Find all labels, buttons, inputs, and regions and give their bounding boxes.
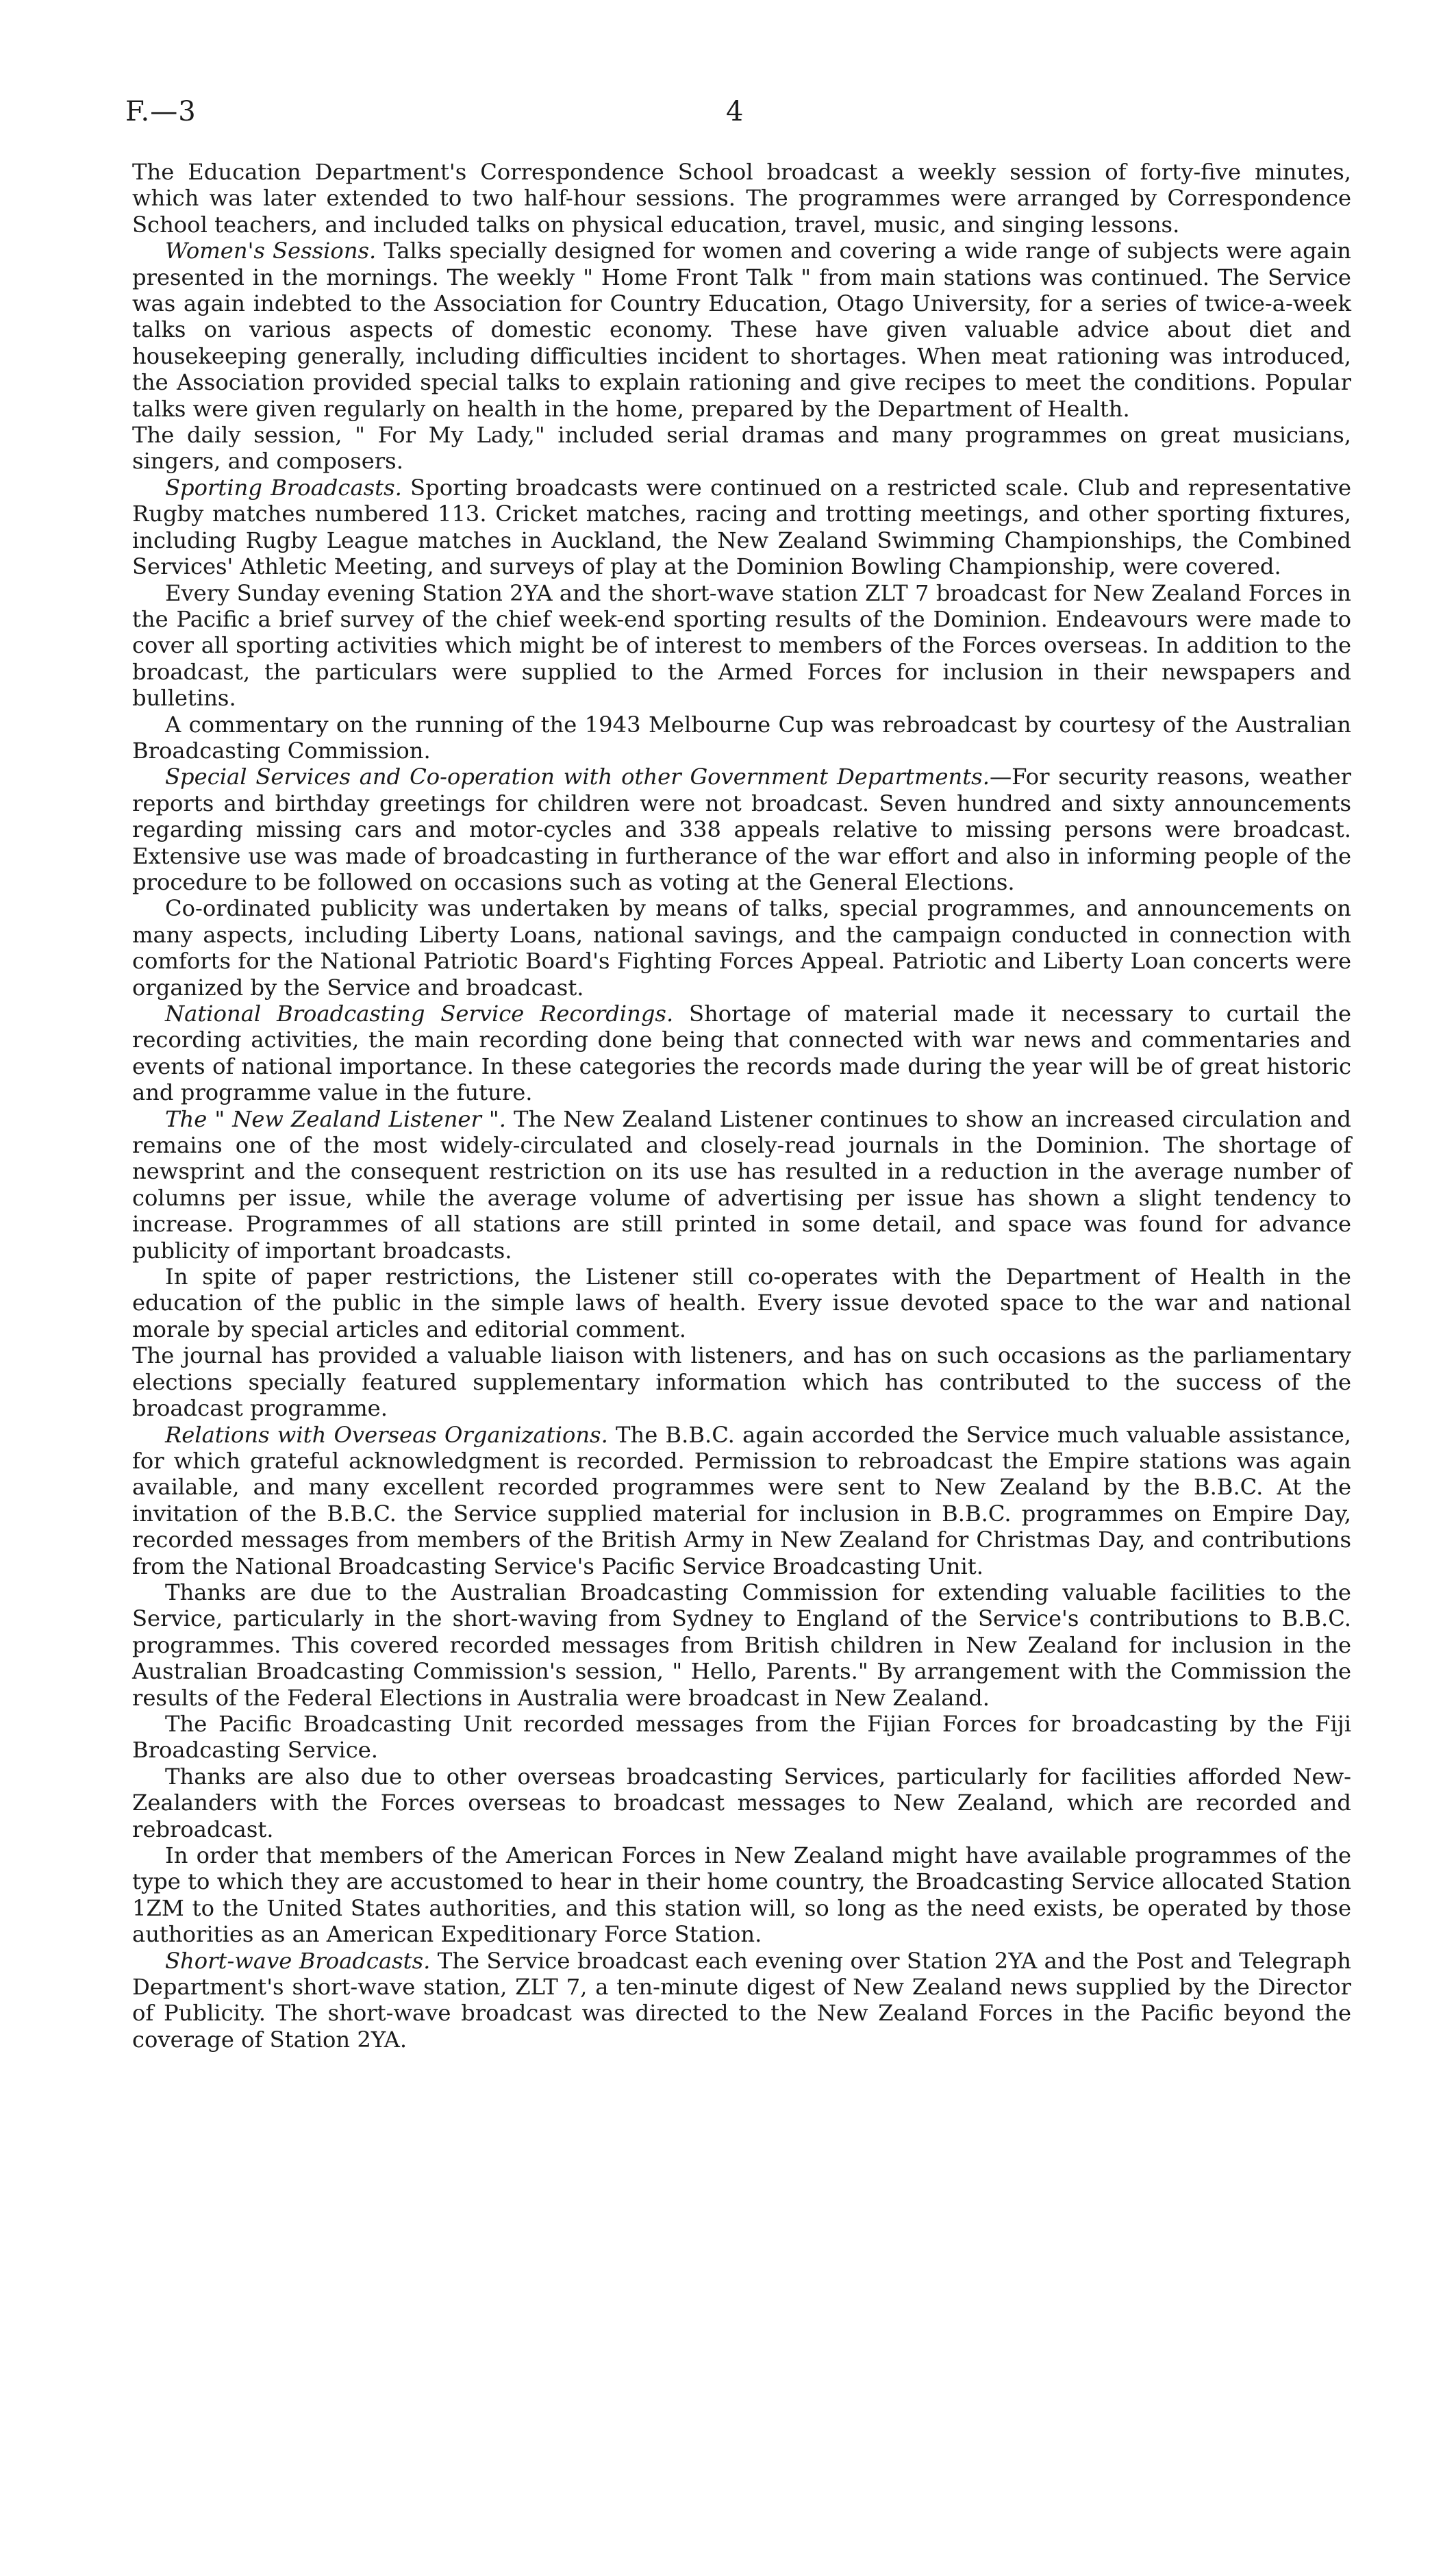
- paragraph-text: The journal has provided a valuable liaison with listeners, and has on such occasions as the parliamentary elections specially featured supplementary information which has contributed to the success of the broadcast programme.: [132, 1342, 1351, 1422]
- paragraph: [132, 712, 1351, 764]
- paragraph: [132, 1264, 1351, 1342]
- paragraph: [132, 1842, 1351, 1948]
- paragraph-text: Thanks are due to the Australian Broadcasting Commission for extending valuable facilities to the Service, particularly in the short-waving from Sydney to England of the Service's contributions to B.B.C. programmes. This covered recorded messages from British children in New Zealand for inclusion in the Australian Broadcasting Commission's session, " Hello, Parents." By arrangement with the Commission the results of the Federal Elections in Australia were broadcast in New Zealand.: [132, 1579, 1351, 1711]
- document-reference: F.—3: [125, 96, 197, 127]
- paragraph-text: —For security reasons, weather reports and birthday greetings for children were not broadcast. Seven hundred and sixty announcements regarding missing cars and motor-cycles and 338 appeals relative to missing persons were broadcast. Extensive use was made of broadcasting in furtherance of the war effort and also in informing people of the procedure to be followed on occasions such as voting at the General Elections.: [132, 764, 1351, 895]
- paragraph-text: The Pacific Broadcasting Unit recorded messages from the Fijian Forces for broadcasting by the Fiji Broadcasting Service.: [132, 1710, 1351, 1764]
- paragraph: [132, 1342, 1351, 1421]
- paragraph-text: Co-ordinated publicity was undertaken by means of talks, special programmes, and announcements on many aspects, including Liberty Loans, national savings, and the campaign conducted in connection with comforts for the National Patriotic Board's Fighting Forces Appeal. Patriotic and Liberty Loan concerts were organized by the Service and broadcast.: [132, 895, 1351, 1001]
- paragraph-text: Sporting broadcasts were continued on a restricted scale. Club and representative Rugby matches numbered 113. Cricket matches, racing and trotting meetings, and other sporting fixtures, including Rugby League matches in Auckland, the New Zealand Swimming Championships, the Combined Services' Athletic Meeting, and surveys of play at the Dominion Bowling Championship, were covered.: [132, 474, 1351, 580]
- paragraph-text: A commentary on the running of the 1943 Melbourne Cup was rebroadcast by courtesy of the Australian Broadcasting Commission.: [132, 711, 1351, 764]
- paragraph-text: Shortage of material made it necessary to curtail the recording activities, the main recording done being that connected with war news and commentaries and events of national importance. In these categories the records made during the year will be of great historic and programme value in the future.: [132, 1001, 1351, 1106]
- paragraph-text: Every Sunday evening Station 2YA and the short-wave station ZLT 7 broadcast for New Zealand Forces in the Pacific a brief survey of the chief week-end sporting results of the Dominion. Endeavours were made to cover all sporting activities which might be of interest to members of the Forces overseas. In addition to the broadcast, the particulars were supplied to the Armed Forces for inclusion in their newspapers and bulletins.: [132, 579, 1351, 712]
- paragraph: [132, 1579, 1351, 1711]
- paragraph-text: In spite of paper restrictions, the Listener still co-operates with the Department of Health in the education of the public in the simple laws of health. Every issue devoted space to the war and national morale by special articles and editorial comment.: [132, 1264, 1351, 1342]
- paragraph-text: Thanks are also due to other overseas broadcasting Services, particularly for facilities afforded New-Zealanders with the Forces overseas to broadcast messages to New Zealand, which are recorded and rebroadcast.: [132, 1763, 1351, 1842]
- paragraph-text: Talks specially designed for women and covering a wide range of subjects were again presented in the mornings. The weekly " Home Front Talk " from main stations was continued. The Service was again indebted to the Association for Country Education, Otago University, for a series of twice-a-week talks on various aspects of domestic economy. These have given valuable advice about diet and housekeeping generally, including difficulties incident to shortages. When meat rationing was introduced, the Association provided special talks to explain rationing and give recipes to meet the conditions. Popular talks were given regularly on health in the home, prepared by the Department of Health.: [132, 238, 1351, 422]
- paragraph-text: The Service broadcast each evening over Station 2YA and the Post and Telegraph Department's short-wave station, ZLT 7, a ten-minute digest of New Zealand news supplied by the Director of Publicity. The short-wave broadcast was directed to the New Zealand Forces in the Pacific beyond the coverage of Station 2YA.: [132, 1947, 1351, 2053]
- paragraph-heading: Special Services and Co-operation with other Government Departments.: [165, 764, 990, 790]
- paragraph: [132, 1948, 1351, 2053]
- paragraph-text: The B.B.C. again accorded the Service much valuable assistance, for which grateful acknowledgment is recorded. Permission to rebroadcast the Empire stations was again available, and many excellent recorded programmes were sent to New Zealand by the B.B.C. At the invitation of the B.B.C. the Service supplied material for inclusion in B.B.C. programmes on Empire Day, recorded messages from members of the British Army in New Zealand for Christmas Day, and contributions from the National Broadcasting Service's Pacific Service Broadcasting Unit.: [132, 1421, 1351, 1579]
- paragraph: [132, 159, 1351, 238]
- body-text: [132, 159, 1351, 2053]
- paragraph-text: In order that members of the American Forces in New Zealand might have available programmes of the type to which they are accustomed to hear in their home country, the Broadcasting Service allocated Station 1ZM to the United States authorities, and this station will, so long as the need exists, be operated by those authorities as an American Expeditionary Force Station.: [132, 1842, 1351, 1948]
- paragraph-heading: Sporting Broadcasts.: [165, 474, 402, 501]
- paragraph: [132, 1001, 1351, 1106]
- paragraph-heading: Relations with Overseas Organizations.: [165, 1421, 608, 1448]
- paragraph: [132, 764, 1351, 895]
- paragraph: [132, 238, 1351, 422]
- paragraph-heading: The " New Zealand Listener ".: [165, 1105, 506, 1132]
- paragraph: [132, 1422, 1351, 1579]
- paragraph: [132, 422, 1351, 475]
- paragraph: [132, 475, 1351, 580]
- paragraph-text: The New Zealand Listener continues to show an increased circulation and remains one of the most widely-circulated and closely-read journals in the Dominion. The shortage of newsprint and the consequent restriction on its use has resulted in a reduction in the average number of columns per issue, while the average volume of advertising per issue has shown a slight tendency to increase. Programmes of all stations are still printed in some detail, and space was found for advance publicity of important broadcasts.: [132, 1105, 1351, 1264]
- paragraph: [132, 1764, 1351, 1842]
- paragraph-text: The daily session, " For My Lady," included serial dramas and many programmes on great musicians, singers, and composers.: [132, 422, 1351, 475]
- paragraph-heading: Short-wave Broadcasts.: [165, 1947, 431, 1974]
- paragraph: [132, 895, 1351, 1001]
- paragraph: [132, 1106, 1351, 1264]
- paragraph-heading: Women's Sessions.: [165, 238, 377, 264]
- page-number: 4: [726, 96, 744, 127]
- paragraph-heading: National Broadcasting Service Recordings.: [165, 1001, 674, 1027]
- paragraph-text: The Education Department's Correspondence School broadcast a weekly session of forty-five minutes, which was later extended to two half-hour sessions. The programmes were arranged by Correspondence School teachers, and included talks on physical education, travel, music, and singing lessons.: [132, 159, 1351, 238]
- paragraph: [132, 1711, 1351, 1764]
- paragraph: [132, 580, 1351, 712]
